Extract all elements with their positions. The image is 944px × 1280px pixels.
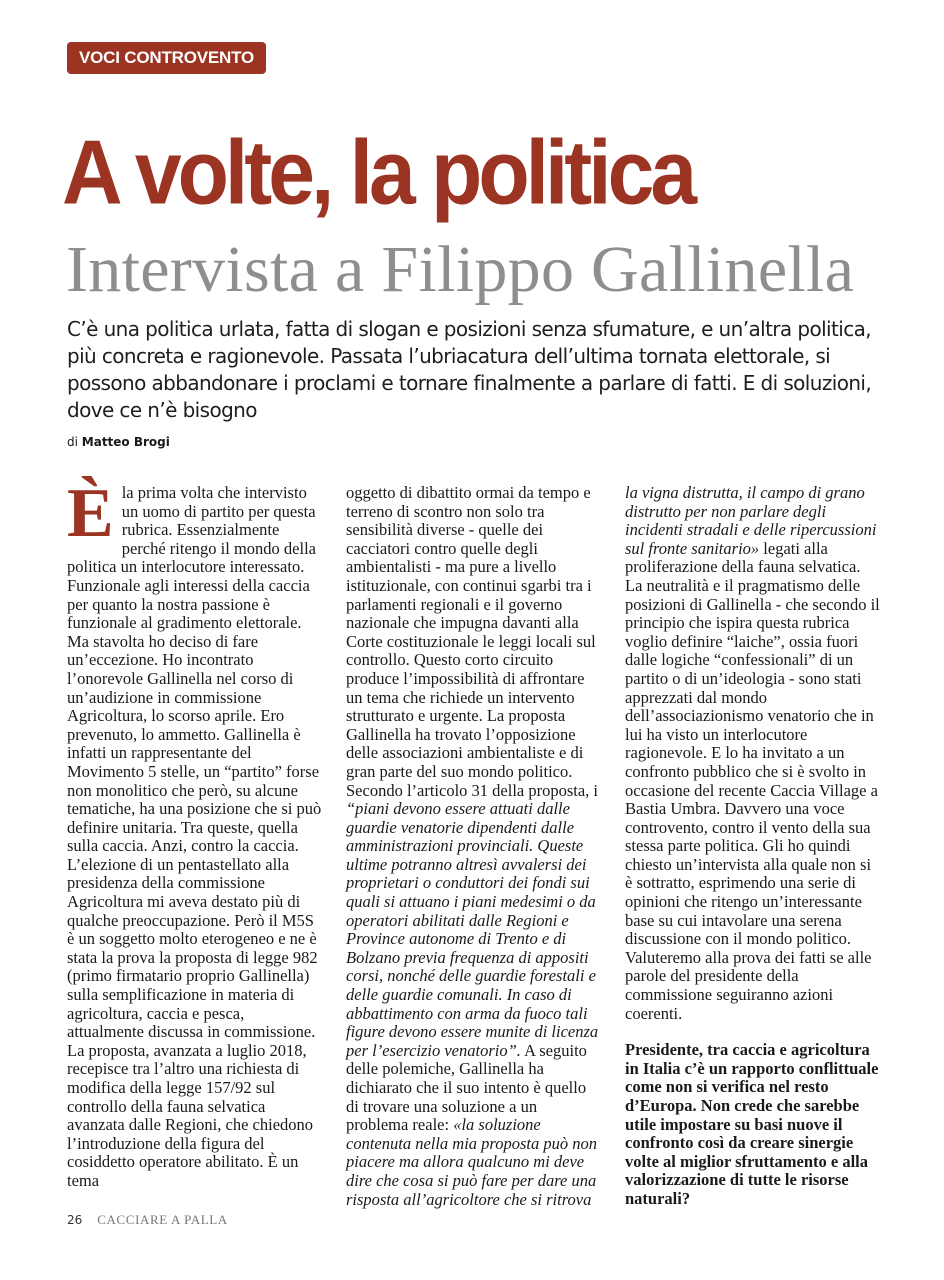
page-footer (67, 1212, 228, 1228)
article-column-1 (67, 475, 323, 1191)
byline-prefix: di (67, 435, 78, 449)
drop-cap: È (67, 475, 114, 552)
quoted-text: la vigna distrutta, il campo di grano distrutto per non parlare degli incidenti stradali e delle ripercussioni sul fronte sanitario» (625, 483, 877, 558)
body-text: legati alla proliferazione della fauna selvatica. (625, 538, 861, 577)
article-column-2 (346, 484, 602, 1209)
headline: A volte, la politica (62, 121, 694, 223)
body-paragraph: La proposta, avanzata a luglio 2018, recepisce tra l’altro una richiesta di modifica della legge 157/92 sul controllo della fauna selvatica avanzata dalle Regioni, che chiedono l’introduzione della figura del cosiddetto operatore abilitato. È un tema (67, 1040, 314, 1190)
lead-paragraph: C’è una politica urlata, fatta di slogan e posizioni senza sfumature, e un’altra politica, più concreta e ragionevole. Passata l’ubriacatura dell’ultima tornata elettorale, si possono abbandonare i proclami e tornare finalmente a parlare di fatti. E di soluzioni, dove ce n’è bisogno (67, 317, 872, 422)
quoted-text: «la soluzione contenuta nella mia proposta può non piacere ma allora qualcuno mi deve dire che cosa si può fare per dare una risposta all’agricoltore che si ritrova (346, 1115, 597, 1209)
magazine-name: CACCIARE A PALLA (97, 1212, 228, 1227)
byline-author: Matteo Brogi (81, 435, 170, 449)
page-number: 26 (67, 1213, 83, 1227)
body-paragraph: La neutralità e il pragmatismo delle posizioni di Gallinella - che secondo il principio che ispira questa rubrica voglio definire “laiche”, ossia fuori dalle logiche “confessionali” di un partito o di un’ideologia - sono stati apprezzati dal mondo dell’associazionismo venatorio che in lui ha visto un interlocutore ragionevole. E lo ha invitato a un confronto pubblico che si è svolto in occasione del recente Caccia Village a Bastia Umbra. Davvero una voce controvento, contro il vento della sua stessa parte politica. Gli ho quindi chiesto un’intervista alla quale non si è sottratto, esprimendo una serie di opinioni che ritengo un’interessante base su cui intavolare una serena discussione con il mondo politico. Valuteremo alla prova dei fatti se alle parole del presidente della commissione seguiranno azioni coerenti. (625, 575, 880, 1023)
body-text: la prima volta che intervisto un uomo di partito per questa rubrica. Essenzialmente perché ritengo il mondo della politica un interlocutore interessato. Funzionale agli interessi della caccia per quanto la nostra passione è funzionale al gradimento elettorale. Ma stavolta ho deciso di fare un’eccezione. Ho incontrato l’onorevole Gallinella nel corso di un’audizione in commissione Agricoltura, lo scorso aprile. Ero prevenuto, lo ammetto. Gallinella è infatti un rappresentante del Movimento 5 stelle, un “partito” forse non monolitico che però, su alcune tematiche, ha una posizione che si può definire unitaria. Tra queste, quella sulla caccia. Anzi, contro la caccia. L’elezione di un pentastellato alla presidenza della commissione Agricoltura mi aveva destato più di qualche preoccupazione. Però il M5S è un soggetto molto eterogeneo e ne è stata la prova la proposta di legge 982 (primo firmatario proprio Gallinella) sulla semplificazione in materia di agricoltura, caccia e pesca, attualmente discussa in commissione. (67, 483, 322, 1042)
quoted-text: “piani devono essere attuati dalle guardie venatorie dipendenti dalle amministrazioni provinciali. Queste ultime potranno altresì avvalersi dei proprietari o conduttori dei fondi sui quali si attuano i piani medesimi o da operatori abilitati dalle Regioni e Province autonome di Trento e di Bolzano previa frequenza di appositi corsi, nonché delle guardie forestali e delle guardie comunali. In caso di abbattimento con arma da fuoco tali figure devono essere munite di licenza per l’esercizio venatorio”. (346, 799, 599, 1060)
subheadline: Intervista a Filippo Gallinella (66, 233, 855, 306)
interview-question: Presidente, tra caccia e agricoltura in Italia c’è un rapporto conflittuale come non si verifica nel resto d’Europa. Non crede che sarebbe utile impostare su basi nuove il confronto così da creare sinergie volte al miglior sfruttamento e alla valorizzazione di tutte le risorse naturali? (625, 1040, 879, 1208)
article-column-3 (625, 484, 881, 1209)
body-paragraph (625, 484, 881, 577)
body-paragraph (346, 484, 602, 1209)
body-text: A seguito delle polemiche, Gallinella ha dichiarato che il suo intento è quello di trovare una soluzione a un problema reale: (346, 1040, 587, 1135)
body-text: oggetto di dibattito ormai da tempo e terreno di scontro non solo tra sensibilità diverse - quelle dei cacciatori contro quelle degli ambientalisti - ma pure a livello istituzionale, con continui sgarbi tra i parlamenti regionali e il governo nazionale che impugna davanti alla Corte costituzionale le leggi locali sul controllo. Questo corto circuito produce l’impossibilità di affrontare un tema che richiede un intervento strutturato e urgente. La proposta Gallinella ha trovato l’opposizione delle associazioni ambientaliste e di gran parte del suo mondo politico. Secondo l’articolo 31 della proposta, i (346, 483, 599, 800)
body-paragraph (67, 475, 323, 1042)
byline (67, 434, 170, 450)
section-tag: VOCI CONTROVENTO (67, 42, 266, 74)
